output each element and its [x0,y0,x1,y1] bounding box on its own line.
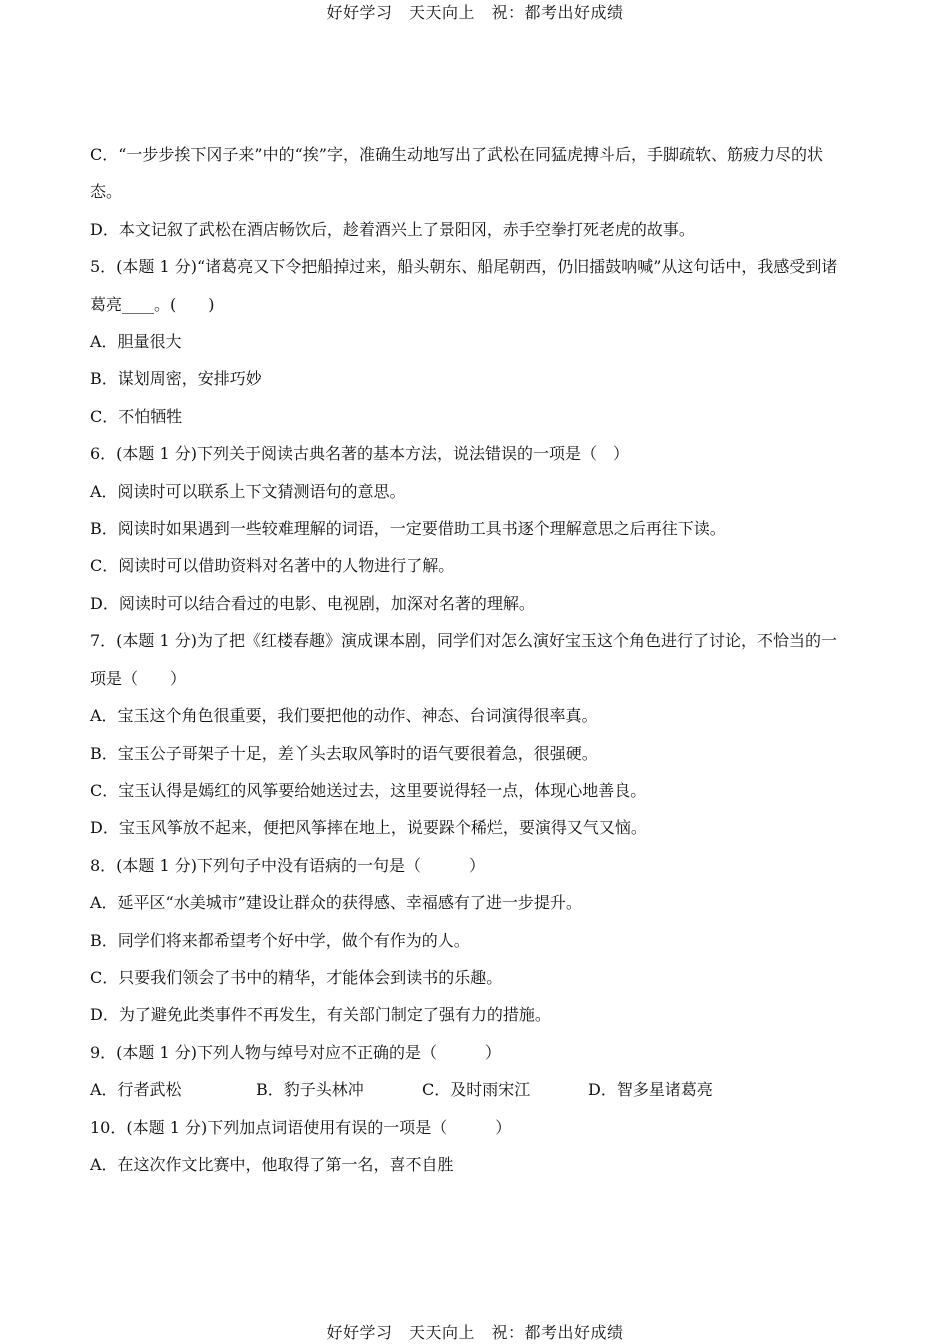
question-7-stem: 7．(本题 1 分)为了把《红楼春趣》演成课本剧，同学们对怎么演好宝玉这个角色进行了讨论，不恰当的一 [90,631,838,651]
q7-option-c: C．宝玉认得是嫣红的风筝要给她送过去，这里要说得轻一点，体现心地善良。 [90,780,647,800]
page-footer: 好好学习 天天向上 祝：都考出好成绩 [326,1323,624,1342]
page-header: 好好学习 天天向上 祝：都考出好成绩 [326,3,624,22]
question-9-stem: 9．(本题 1 分)下列人物与绰号对应不正确的是（ ） [90,1042,502,1062]
q9-option-b: B．豹子头林冲 [256,1080,364,1100]
question-5-stem: 5．(本题 1 分)“诸葛亮又下令把船掉过来，船头朝东、船尾朝西，仍旧擂鼓呐喊”从这句话中，我感受到诸 [90,257,838,277]
question-8-stem: 8．(本题 1 分)下列句子中没有语病的一句是（ ） [90,855,486,875]
q5-option-a: A．胆量很大 [90,332,182,352]
q6-option-d: D．阅读时可以结合看过的电影、电视剧，加深对名著的理解。 [90,593,535,613]
question-6-stem: 6．(本题 1 分)下列关于阅读古典名著的基本方法，说法错误的一项是（ ） [90,444,630,464]
q5-option-b: B．谋划周密，安排巧妙 [90,369,262,389]
q8-option-a: A．延平区“水美城市”建设让群众的获得感、幸福感有了进一步提升。 [90,893,582,913]
q7-option-b: B．宝玉公子哥架子十足，差丫头去取风筝时的语气要很着急，很强硬。 [90,743,598,763]
q8-option-b: B．同学们将来都希望考个好中学，做个有作为的人。 [90,930,470,950]
q9-option-a: A．行者武松 [90,1080,182,1100]
q7-option-d: D．宝玉风筝放不起来，便把风筝摔在地上，说要跺个稀烂，要演得又气又恼。 [90,818,647,838]
q6-option-c: C．阅读时可以借助资料对名著中的人物进行了解。 [90,556,455,576]
q5-option-c: C．不怕牺牲 [90,406,183,426]
question-7-stem-cont: 项是（ ） [90,668,187,688]
q6-option-a: A．阅读时可以联系上下文猜测语句的意思。 [90,481,406,501]
question-10-stem: 10．(本题 1 分)下列加点词语使用有误的一项是（ ） [90,1117,512,1137]
q10-option-a: A．在这次作文比赛中，他取得了第一名，喜不自胜 [90,1154,454,1174]
document-body [90,136,860,1183]
q7-option-a: A．宝玉这个角色很重要，我们要把他的动作、神态、台词演得很率真。 [90,706,598,726]
q8-option-c: C．只要我们领会了书中的精华，才能体会到读书的乐趣。 [90,967,503,987]
text-line: D．本文记叙了武松在酒店畅饮后，趁着酒兴上了景阳冈，赤手空拳打死老虎的故事。 [90,219,695,239]
q6-option-b: B．阅读时如果遇到一些较难理解的词语，一定要借助工具书逐个理解意思之后再往下读。 [90,519,726,539]
text-line: C．“一步步挨下冈子来”中的“挨”字，准确生动地写出了武松在同猛虎搏斗后，手脚疏软、筋疲力尽的状 [90,145,823,164]
q9-option-d: D．智多星诸葛亮 [588,1080,713,1100]
q8-option-d: D．为了避免此类事件不再发生，有关部门制定了强有力的措施。 [90,1005,551,1025]
q9-option-c: C．及时雨宋江 [422,1080,531,1100]
q9-options-row [90,1071,860,1108]
question-5-stem-cont: 葛亮____。( ) [90,294,215,314]
text-line: 态。 [90,182,123,202]
